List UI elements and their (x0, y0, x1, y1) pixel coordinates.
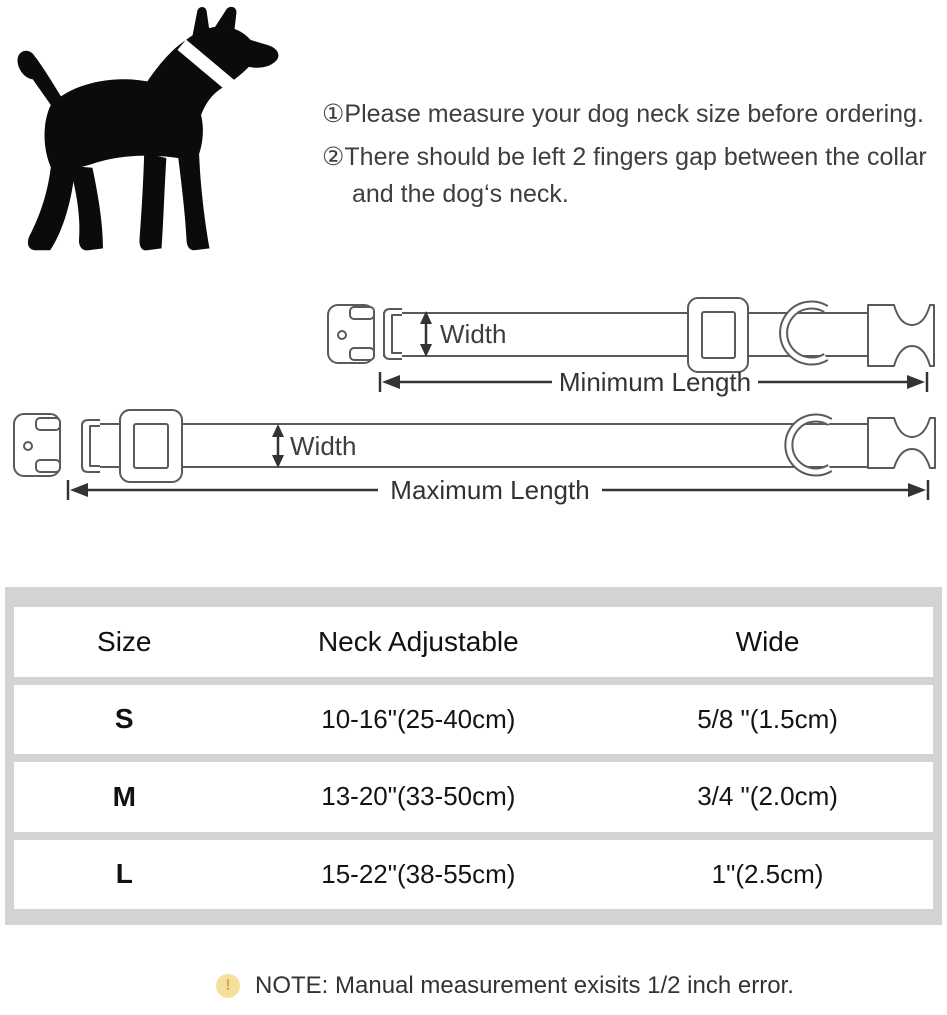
collar-strap (82, 424, 872, 467)
size-value: S (114, 703, 134, 735)
note-text: NOTE: Manual measurement exisits 1/2 inch error. (255, 972, 794, 999)
dog-front-leg-left (139, 152, 166, 250)
table-row-l (14, 840, 933, 910)
table-row-s (14, 685, 933, 755)
minimum-length-dimension (380, 367, 927, 397)
measurement-note (216, 970, 794, 1002)
instruction-2: ②There should be left 2 fingers gap between the collar and the dog‘s neck. (322, 143, 927, 208)
width-label: Width (290, 431, 357, 461)
column-header-size: Size (97, 625, 152, 657)
neck-value: 10-16"(25-40cm) (321, 703, 516, 734)
table-row-m (14, 762, 933, 832)
wide-value: 1"(2.5cm) (711, 858, 824, 889)
collar-diagram-maximum (0, 406, 947, 510)
width-label: Width (440, 319, 507, 349)
buckle-female-icon (328, 305, 402, 363)
collar-diagram-minimum (320, 293, 947, 401)
wide-value: 3/4 "(2.0cm) (697, 781, 838, 812)
exclamation-icon: ! (216, 974, 240, 998)
neck-value: 13-20"(33-50cm) (321, 781, 516, 812)
column-header-neck-adjustable: Neck Adjustable (317, 625, 519, 657)
dog-neck-head (138, 26, 278, 154)
dog-front-leg-right (178, 152, 210, 250)
maximum-length-label: Maximum Length (390, 475, 590, 505)
dog-silhouette-icon (6, 2, 294, 272)
dog-rear-leg-left (28, 154, 76, 250)
size-chart-table (5, 587, 942, 925)
dog-rear-leg-right (69, 166, 103, 251)
minimum-length-label: Minimum Length (558, 367, 752, 397)
table-header-row (14, 607, 933, 677)
column-header-wide: Wide (735, 625, 800, 657)
ordering-instructions (322, 96, 947, 219)
buckle-male-icon (868, 305, 934, 366)
size-value: L (115, 858, 133, 890)
buckle-female-icon (14, 414, 100, 476)
triglide-slider-icon (688, 298, 748, 372)
triglide-slider-icon (120, 410, 182, 482)
neck-value: 15-22"(38-55cm) (321, 858, 516, 889)
maximum-length-dimension (68, 475, 928, 505)
dog-ear-front (213, 7, 236, 30)
instruction-1: ①Please measure your dog neck size before ordering. (322, 100, 924, 128)
buckle-male-icon (868, 418, 935, 468)
wide-value: 5/8 "(1.5cm) (697, 703, 838, 734)
size-value: M (112, 780, 136, 812)
